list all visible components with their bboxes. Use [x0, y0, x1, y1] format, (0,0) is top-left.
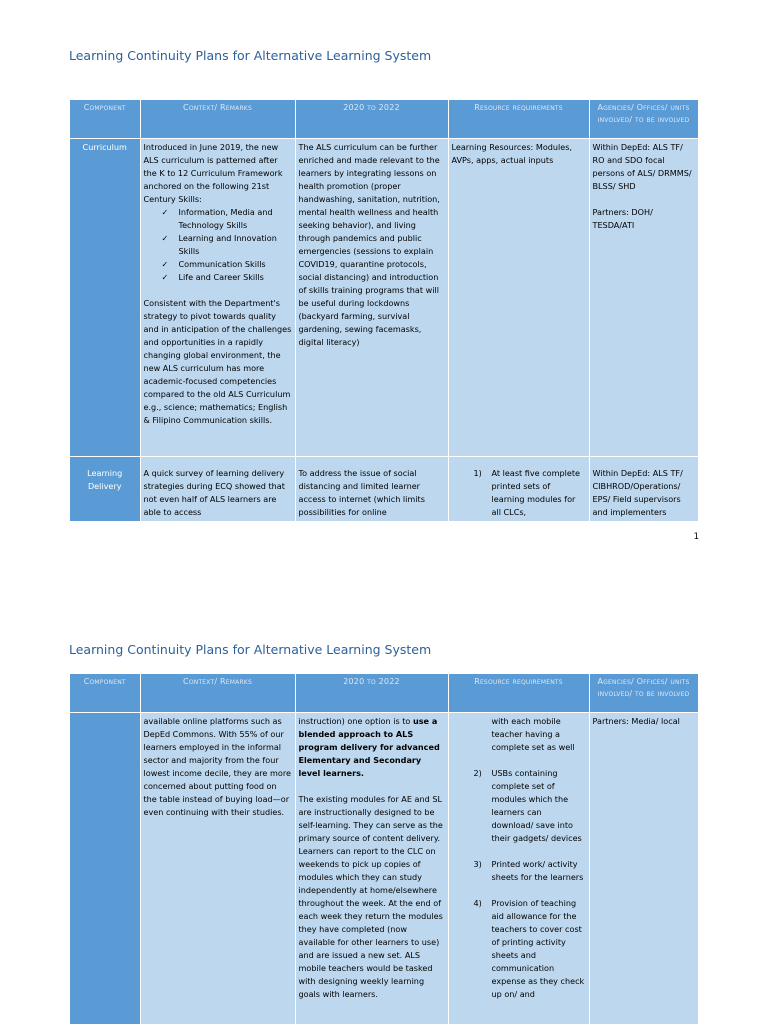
component-cell: Learning Delivery — [70, 457, 140, 522]
page-2 — [0, 620, 768, 1024]
document-title: Learning Continuity Plans for Alternative Learning System — [69, 48, 432, 63]
resources-cell — [448, 713, 589, 1024]
context-more: Consistent with the Department's strategy to pivot towards quality and in anticipation of the challenges and opportunities in a rapidly changing global environment, the new ALS curriculum has more academic-focused competencies compared to the old ALS Curriculum e.g., science; mathematics; English & Filipino Communication skills. — [143, 298, 292, 425]
header-context: Context/ Remarks — [140, 100, 295, 139]
list-item: 2) USBs containing complete set of modules which the learners can download/ save into their gadgets/ devices — [473, 768, 582, 843]
plan-cell: The ALS curriculum can be further enriched and made relevant to the learners by integrating lessons on health promotion (proper handwashing, sanitation, nutrition, mental health wellness and health seeking behavior), and living through pandemics and public emergencies (sessions to explain COVID19, quarantine protocols, social distancing) and introduction of skills training programs that will be useful during lockdowns (backyard farming, survival gardening, sewing facemasks, digital literacy) — [295, 139, 448, 457]
header-component: Component — [70, 674, 140, 713]
resources-cell: Learning Resources: Modules, AVPs, apps, actual inputs — [448, 139, 589, 457]
list-item: with each mobile teacher having a complete set as well — [491, 716, 575, 752]
resources-list — [452, 467, 586, 519]
plan-cell: To address the issue of social distancing and limited learner access to internet (which limits possibilities for online — [295, 457, 448, 522]
context-cell: A quick survey of learning delivery strategies during ECQ showed that not even half of ALS learners are able to access — [140, 457, 295, 522]
header-plan: 2020 to 2022 — [295, 100, 448, 139]
header-resources: Resource requirements — [448, 100, 589, 139]
context-cell — [140, 139, 295, 457]
skill-item: ✓ Learning and Innovation Skills — [179, 232, 292, 258]
skills-list — [144, 206, 292, 284]
component-cell — [70, 713, 140, 1024]
header-agencies: Agencies/ Offices/ units involved/ to be involved — [589, 100, 698, 139]
context-intro: Introduced in June 2019, the new ALS curriculum is patterned after the K to 12 Curriculum Framework anchored on the following 21st Century Skills: — [143, 142, 283, 204]
page-number: 1 — [693, 532, 699, 542]
table-row-learning-delivery — [70, 457, 698, 522]
agencies-cell: Partners: Media/ local — [589, 713, 698, 1024]
resources-cell — [448, 457, 589, 522]
resources-list — [452, 715, 586, 1001]
document-title: Learning Continuity Plans for Alternative Learning System — [69, 642, 432, 657]
skill-item: ✓ Communication Skills — [179, 258, 292, 271]
header-resources: Resource requirements — [448, 674, 589, 713]
list-item: 4) Provision of teaching aid allowance for the teachers to cover cost of printing activity sheets and communication expense as they check up on/ and — [473, 898, 585, 999]
table-header-row — [70, 674, 698, 713]
learning-continuity-table — [70, 100, 699, 521]
list-item: 1) At least five complete printed sets of learning modules for all CLCs, — [473, 468, 581, 517]
agencies-cell: Within DepEd: ALS TF/ CIBHROD/Operations/ EPS/ Field supervisors and implementers — [589, 457, 698, 522]
header-plan: 2020 to 2022 — [295, 674, 448, 713]
skill-item: ✓ Life and Career Skills — [179, 271, 292, 284]
header-component: Component — [70, 100, 140, 139]
table-header-row — [70, 100, 698, 139]
header-agencies: Agencies/ Offices/ units involved/ to be involved — [589, 674, 698, 713]
plan-cell: instruction) one option is to use a blended approach to ALS program delivery for advanced Elementary and Secondary level learners. The existing modules for AE and SL are instructionally designed to be self-learning. They can serve as the primary source of content delivery. Learners can report to the CLC on weekends to pick up copies of modules which they can study independently at home/elsewhere throughout the week. At the end of each week they return the modules they have completed (now available for other learners to use) and are issued a new set. ALS mobile teachers would be tasked with designing weekly learning goals with learners. — [295, 713, 448, 1024]
header-context: Context/ Remarks — [140, 674, 295, 713]
skill-item: ✓ Information, Media and Technology Skills — [179, 206, 292, 232]
agencies-cell: Within DepEd: ALS TF/ RO and SDO focal persons of ALS/ DRMMS/ BLSS/ SHD Partners: DOH/ TESDA/ATI — [589, 139, 698, 457]
list-item: 3) Printed work/ activity sheets for the learners — [473, 859, 584, 882]
table-row-learning-delivery-cont — [70, 713, 698, 1024]
page-break — [0, 560, 768, 620]
learning-continuity-table — [70, 674, 699, 1024]
table-row-curriculum — [70, 139, 698, 457]
component-cell: Curriculum — [70, 139, 140, 457]
context-cell: available online platforms such as DepEd Commons. With 55% of our learners employed in the informal sector and majority from the four lowest income decile, they are more concerned about putting food on the table instead of buying load—or even continuing with their studies. — [140, 713, 295, 1024]
